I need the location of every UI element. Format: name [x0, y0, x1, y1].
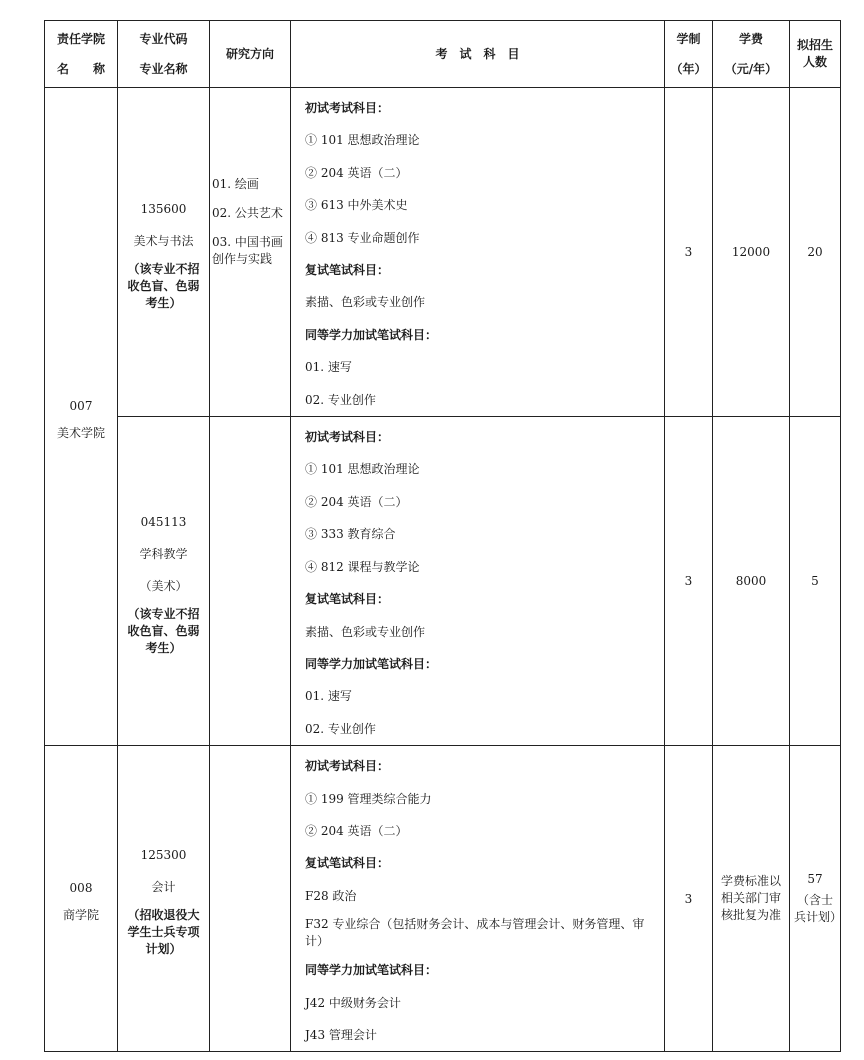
subjects-cell	[291, 417, 665, 746]
subject-item: F28 政治	[305, 888, 357, 903]
header-quota: 拟招生 人数	[790, 21, 841, 88]
program-row	[45, 417, 841, 746]
major-cell	[118, 88, 210, 417]
major-name: 学科教学	[139, 546, 188, 561]
program-row	[45, 88, 841, 417]
major-name: 美术与书法	[133, 233, 194, 248]
subject-item: ② 204 英语（二）	[305, 823, 408, 838]
fee-cell: 8000	[713, 417, 790, 746]
subject-item: 素描、色彩或专业创作	[305, 624, 426, 639]
duration-cell: 3	[665, 417, 713, 746]
major-code: 045113	[140, 514, 187, 529]
subject-item: ① 199 管理类综合能力	[305, 791, 432, 806]
subject-item: ④ 812 课程与教学论	[305, 559, 420, 574]
subject-item: F32 专业综合（包括财务会计、成本与管理会计、财务管理、审计）	[305, 917, 645, 949]
subject-item: 02. 专业创作	[305, 721, 376, 736]
subject-item: ④ 813 专业命题创作	[305, 230, 420, 245]
quota-note: （含士兵计划）	[794, 892, 843, 924]
subject-item: 01. 速写	[305, 689, 352, 704]
major-cell	[118, 417, 210, 746]
extra-title: 同等学力加试笔试科目：	[305, 656, 438, 671]
subjects-cell	[291, 88, 665, 417]
fee-note: 学费标准以相关部门审核批复为准	[720, 874, 781, 923]
header-duration: 学制 （年）	[665, 21, 713, 88]
college-name: 美术学院	[56, 425, 105, 440]
quota-cell: 5	[790, 417, 841, 746]
subject-item: J43 管理会计	[305, 1027, 377, 1042]
college-cell	[45, 88, 118, 746]
header-college: 责任学院 名 称	[45, 21, 118, 88]
direction-item: 01. 绘画	[212, 177, 259, 191]
prelim-title: 初试考试科目：	[305, 430, 390, 445]
direction-item: 02. 公共艺术	[212, 206, 283, 220]
college-cell	[45, 746, 118, 1052]
major-note: （该专业不招收色盲、色弱考生）	[127, 261, 200, 310]
subject-item: ② 204 英语（二）	[305, 165, 408, 180]
header-direction: 研究方向	[210, 21, 291, 88]
retest-title: 复试笔试科目：	[305, 592, 390, 607]
header-major: 专业代码 专业名称	[118, 21, 210, 88]
direction-cell	[210, 417, 291, 746]
header-subjects: 考 试 科 目	[291, 21, 665, 88]
extra-title: 同等学力加试笔试科目：	[305, 963, 438, 978]
program-row	[45, 746, 841, 1052]
prelim-title: 初试考试科目：	[305, 101, 390, 115]
major-code: 135600	[140, 201, 187, 216]
subject-item: ③ 613 中外美术史	[305, 198, 408, 213]
college-code: 008	[69, 880, 93, 895]
college-code: 007	[69, 398, 93, 413]
admissions-table-container	[44, 20, 841, 1052]
subject-item: 02. 专业创作	[305, 392, 376, 407]
college-name: 商学院	[62, 907, 99, 922]
major-note: （该专业不招收色盲、色弱考生）	[127, 606, 200, 655]
subject-item: ③ 333 教育综合	[305, 527, 396, 542]
admissions-table	[44, 20, 841, 1052]
header-row	[45, 21, 841, 88]
major-name-sub: （美术）	[139, 578, 188, 593]
prelim-title: 初试考试科目：	[305, 759, 390, 774]
major-note: （招收退役大学生士兵专项计划）	[127, 908, 200, 957]
quota-value: 57	[807, 871, 823, 886]
major-name: 会计	[151, 880, 176, 895]
direction-cell	[210, 88, 291, 417]
retest-title: 复试笔试科目：	[305, 263, 390, 278]
subject-item: ① 101 思想政治理论	[305, 462, 420, 477]
retest-title: 复试笔试科目：	[305, 856, 390, 871]
direction-cell	[210, 746, 291, 1052]
extra-title: 同等学力加试笔试科目：	[305, 327, 438, 342]
major-cell	[118, 746, 210, 1052]
header-fee: 学费 （元/年）	[713, 21, 790, 88]
duration-cell: 3	[665, 88, 713, 417]
subject-item: ② 204 英语（二）	[305, 494, 408, 509]
quota-cell: 20	[790, 88, 841, 417]
subject-item: 01. 速写	[305, 360, 352, 375]
direction-item: 03. 中国书画创作与实践	[212, 235, 283, 266]
subject-item: J42 中级财务会计	[305, 995, 401, 1010]
subject-item: 素描、色彩或专业创作	[305, 295, 426, 310]
subjects-cell	[291, 746, 665, 1052]
major-code: 125300	[140, 848, 187, 863]
fee-cell: 12000	[713, 88, 790, 417]
fee-cell	[713, 746, 790, 1052]
duration-cell: 3	[665, 746, 713, 1052]
subject-item: ① 101 思想政治理论	[305, 133, 420, 148]
quota-cell	[790, 746, 841, 1052]
